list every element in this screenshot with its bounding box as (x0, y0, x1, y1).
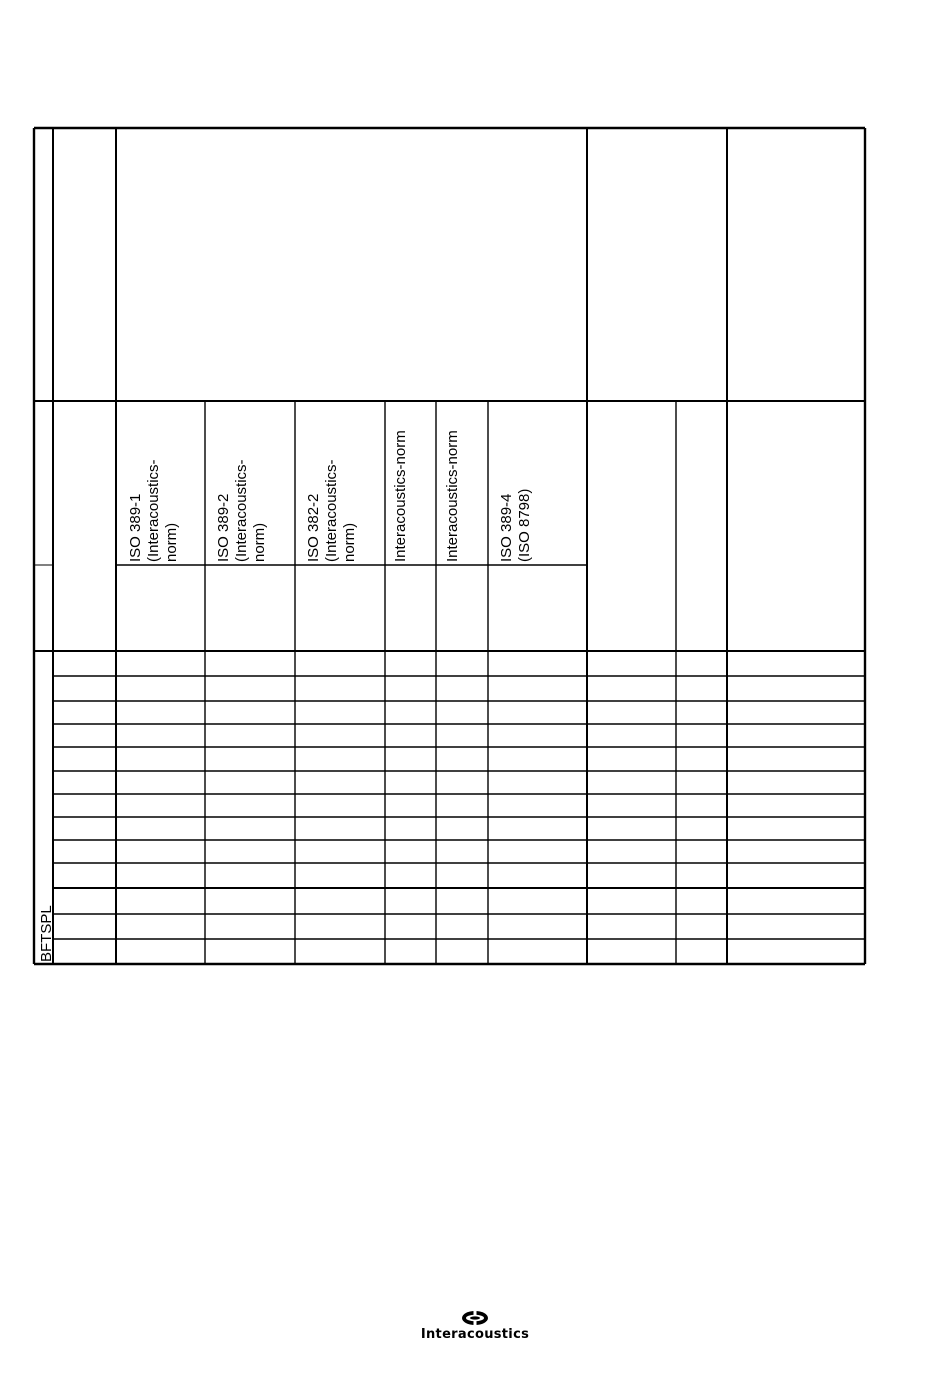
brand-name: Interacoustics (420, 1327, 530, 1342)
standard-header-line: Interacoustics-norm (392, 430, 409, 562)
standard-header-line: ISO 389-4 (498, 493, 515, 562)
globe-logo-icon (460, 1310, 490, 1326)
standard-header-line: (Interacoustics- (323, 459, 340, 562)
standard-header-line: ISO 389-1 (127, 493, 144, 562)
standard-header-line: (ISO 8798) (516, 488, 533, 562)
standard-header-line: norm) (341, 522, 358, 562)
standard-header-line: ISO 389-2 (215, 493, 232, 562)
bftspl-label: BFTSPL (38, 905, 55, 962)
footer-logo (405, 1310, 545, 1350)
standard-header-line: norm) (163, 522, 180, 562)
standard-header-line: ISO 382-2 (305, 493, 322, 562)
standard-header-line: Interacoustics-norm (444, 430, 461, 562)
standard-header-line: (Interacoustics- (233, 459, 250, 562)
standard-header-line: norm) (251, 522, 268, 562)
standard-headers (127, 430, 533, 562)
standard-header-line: (Interacoustics- (145, 459, 162, 562)
